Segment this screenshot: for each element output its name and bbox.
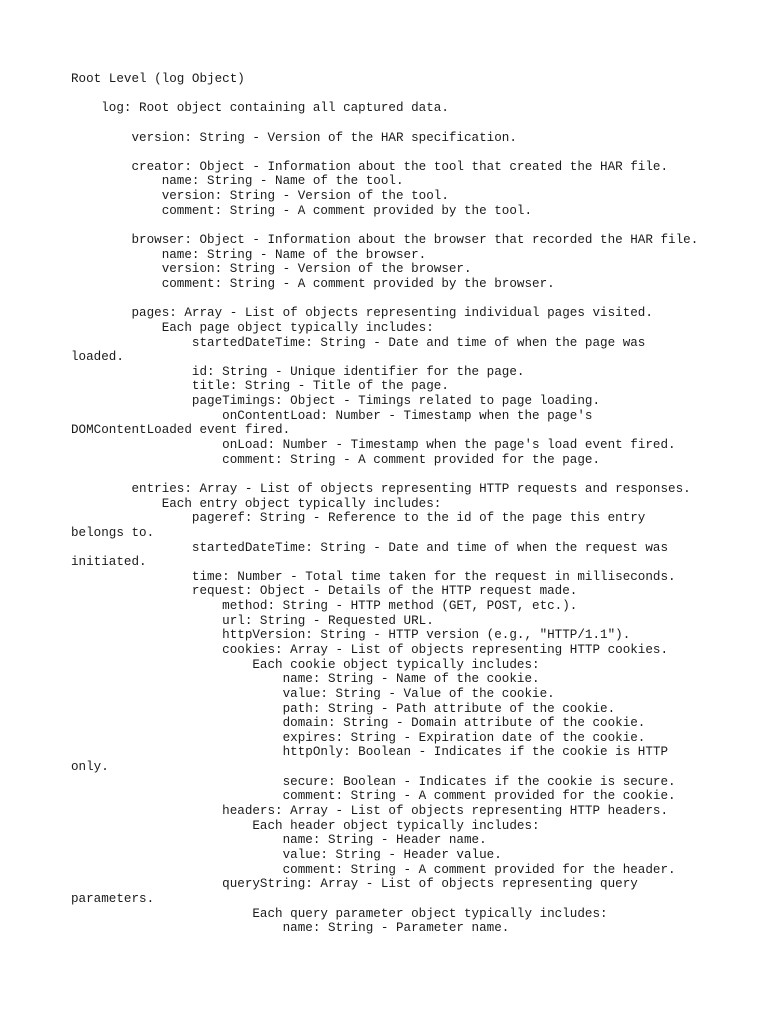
text-line: only. <box>71 760 109 775</box>
text-line: parameters. <box>71 891 155 906</box>
text-line: startedDateTime: String - Date and time of when the request was <box>71 540 669 555</box>
text-line: pages: Array - List of objects representing individual pages visited. <box>71 306 653 321</box>
text-line: version: String - Version of the HAR specification. <box>71 130 517 145</box>
text-line: name: String - Name of the tool. <box>71 174 404 189</box>
text-line: Root Level (log Object) <box>71 72 245 86</box>
text-line: expires: String - Expiration date of the cookie. <box>71 730 646 745</box>
text-line: DOMContentLoaded event fired. <box>71 423 291 438</box>
text-line: comment: String - A comment provided by the browser. <box>71 276 555 291</box>
text-line: onContentLoad: Number - Timestamp when the page's <box>71 408 593 423</box>
text-line: version: String - Version of the tool. <box>71 189 449 204</box>
text-line: startedDateTime: String - Date and time of when the page was <box>71 335 646 350</box>
text-line: request: Object - Details of the HTTP request made. <box>71 584 578 599</box>
text-line: headers: Array - List of objects representing HTTP headers. <box>71 804 669 819</box>
text-line: Each header object typically includes: <box>71 818 540 833</box>
text-line: value: String - Header value. <box>71 847 502 862</box>
text-line: secure: Boolean - Indicates if the cookie is secure. <box>71 774 676 789</box>
text-line: cookies: Array - List of objects representing HTTP cookies. <box>71 642 669 657</box>
text-line: name: String - Header name. <box>71 833 487 848</box>
blank-line <box>71 145 711 160</box>
text-line: Each cookie object typically includes: <box>71 657 540 672</box>
text-line: id: String - Unique identifier for the page. <box>71 364 525 379</box>
blank-line <box>71 87 711 102</box>
text-line: entries: Array - List of objects representing HTTP requests and responses. <box>71 481 691 496</box>
text-line: domain: String - Domain attribute of the cookie. <box>71 716 646 731</box>
text-line: httpVersion: String - HTTP version (e.g., "HTTP/1.1"). <box>71 628 631 643</box>
text-line: version: String - Version of the browser. <box>71 262 472 277</box>
text-line: comment: String - A comment provided by the tool. <box>71 203 533 218</box>
text-line: url: String - Requested URL. <box>71 613 434 628</box>
blank-line <box>71 292 711 307</box>
text-line: title: String - Title of the page. <box>71 379 449 394</box>
text-line: name: String - Name of the browser. <box>71 247 427 262</box>
text-line: onLoad: Number - Timestamp when the page's load event fired. <box>71 438 676 453</box>
blank-line <box>71 218 711 233</box>
text-line: initiated. <box>71 555 147 570</box>
blank-line <box>71 116 711 131</box>
text-line: method: String - HTTP method (GET, POST, etc.). <box>71 599 578 614</box>
text-line: Each entry object typically includes: <box>71 496 442 511</box>
text-line: browser: Object - Information about the browser that recorded the HAR file. <box>71 233 699 248</box>
text-line: Each page object typically includes: <box>71 320 434 335</box>
text-line: httpOnly: Boolean - Indicates if the cookie is HTTP <box>71 745 669 760</box>
text-line: path: String - Path attribute of the cookie. <box>71 701 616 716</box>
text-line: queryString: Array - List of objects representing query <box>71 877 638 892</box>
text-line: time: Number - Total time taken for the request in milliseconds. <box>71 569 676 584</box>
text-line: creator: Object - Information about the tool that created the HAR file. <box>71 159 669 174</box>
text-line: loaded. <box>71 350 124 365</box>
text-line: comment: String - A comment provided for the page. <box>71 452 601 467</box>
text-line: name: String - Name of the cookie. <box>71 672 540 687</box>
text-line: comment: String - A comment provided for the header. <box>71 862 676 877</box>
text-line: belongs to. <box>71 525 155 540</box>
text-line: comment: String - A comment provided for the cookie. <box>71 789 676 804</box>
text-line: log: Root object containing all captured data. <box>71 101 449 116</box>
document-body <box>71 72 711 936</box>
text-line: name: String - Parameter name. <box>71 921 510 936</box>
text-line: Each query parameter object typically includes: <box>71 906 608 921</box>
text-line: pageTimings: Object - Timings related to page loading. <box>71 394 601 409</box>
text-line: pageref: String - Reference to the id of the page this entry <box>71 511 646 526</box>
text-line: value: String - Value of the cookie. <box>71 686 555 701</box>
blank-line <box>71 467 711 482</box>
